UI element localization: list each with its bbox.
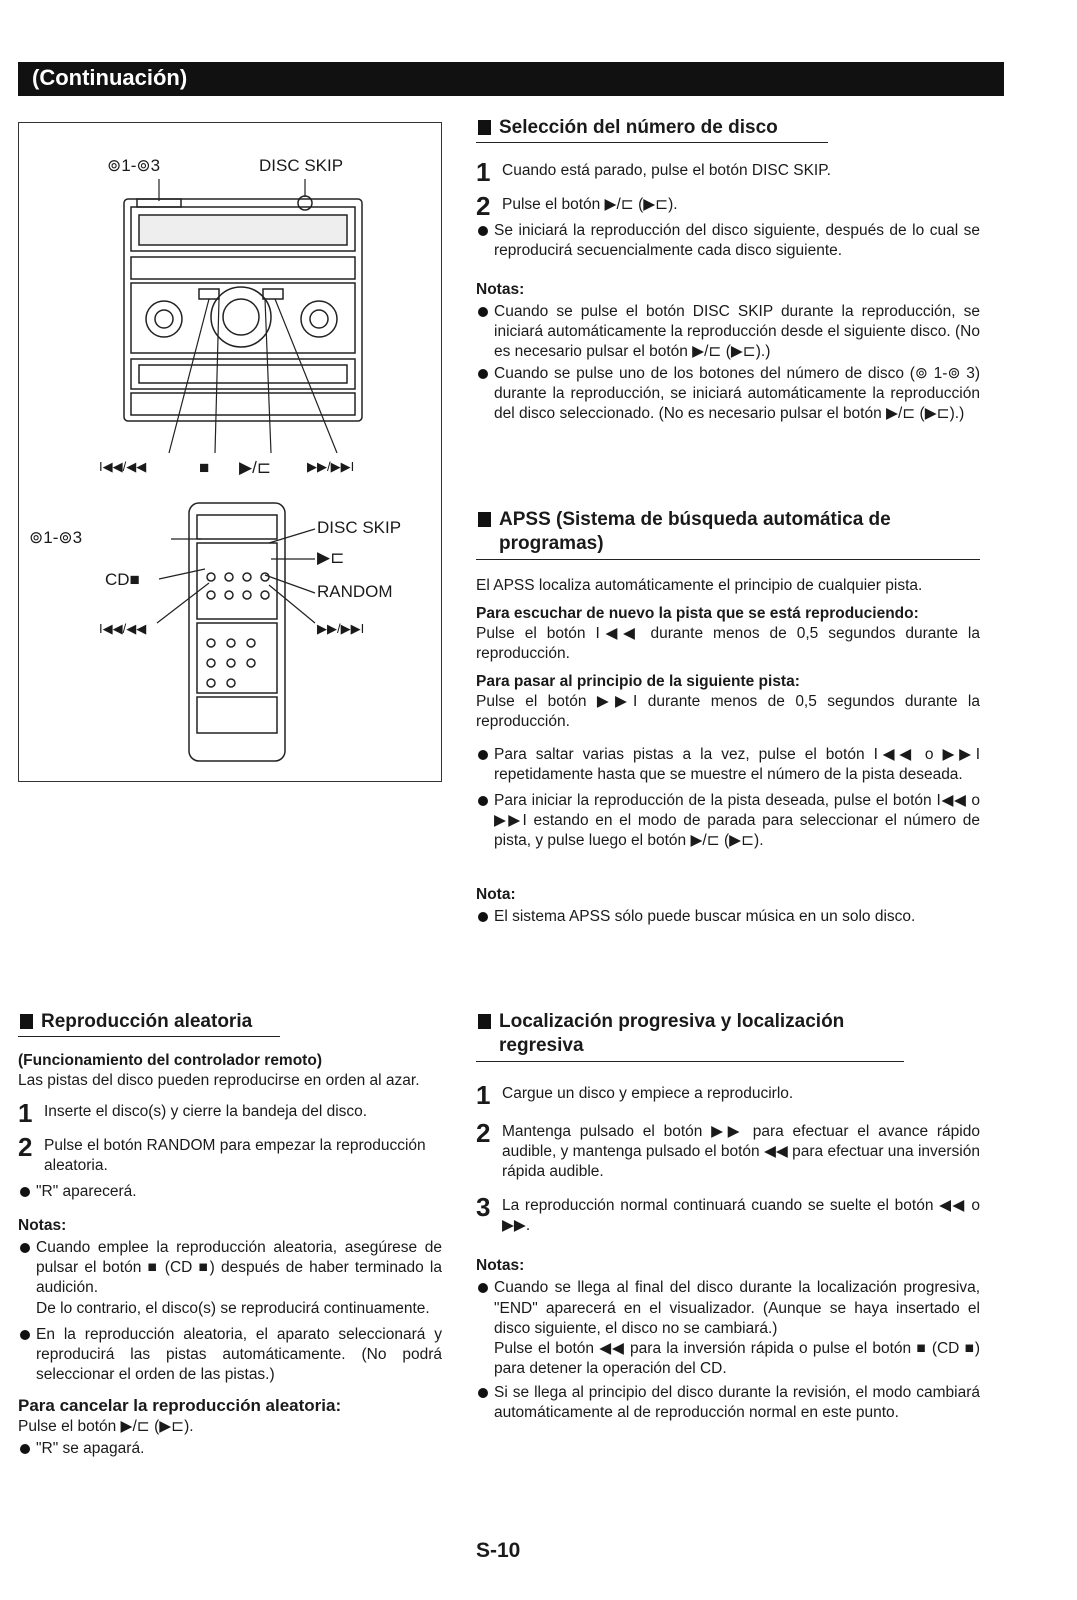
list-item: "R" aparecerá. xyxy=(18,1182,442,1202)
apss-paragraph: Pulse el botón I◀◀ durante menos de 0,5 segundos durante la reproducción. xyxy=(476,624,980,663)
fig-transport-label-2: ■ xyxy=(199,458,210,477)
note-extra: Pulse el botón ◀◀ para la inversión rápida o pulse el botón ■ (CD ■) para detener la operación del CD. xyxy=(494,1339,980,1378)
header-bar xyxy=(18,62,1004,94)
header-title: (Continuación) xyxy=(32,65,188,90)
list-item: Cuando se llega al final del disco durante la localización progresiva, "END" aparecerá en el visualizador. (Aunque se haya insertado el disco siguiente, el disco no se cambiará.) Pulse el botón ◀◀ para la inversión rápida o pulse el botón ■ (CD ■) para detener la operación del CD. xyxy=(476,1278,980,1379)
cancel-text: Pulse el botón ▶/⊏ (▶⊏). xyxy=(18,1418,194,1436)
square-bullet-icon xyxy=(478,120,491,135)
list-item: Para iniciar la reproducción de la pista deseada, pulse el botón I◀◀ o ▶▶I estando en el modo de parada para seleccionar el número de pista, y pulse luego el botón ▶/⊏ (▶⊏). xyxy=(476,791,980,851)
square-bullet-icon xyxy=(20,1014,33,1029)
aleatoria-subtitle: (Funcionamiento del controlador remoto) xyxy=(18,1052,322,1070)
section-title: Localización progresiva y localización regresiva xyxy=(476,1010,980,1059)
aleatoria-intro: Las pistas del disco pueden reproducirse en orden al azar. xyxy=(18,1072,420,1090)
fig-remote-cd-stop-label: CD■ xyxy=(105,570,140,589)
fig-transport-label-3: ▶/⊏ xyxy=(239,458,272,477)
section-aleatoria xyxy=(18,1010,442,1460)
apss-subheading: Para pasar al principio de la siguiente pista: xyxy=(476,673,800,691)
list-item: Si se llega al principio del disco durante la revisión, el modo cambiará automáticamente al de reproducción normal en este punto. xyxy=(476,1383,980,1423)
fig-disc-skip-label: DISC SKIP xyxy=(259,156,344,175)
step: 1 Inserte el disco(s) y cierre la bandeja del disco. xyxy=(18,1097,368,1128)
bullet-dot-icon xyxy=(478,1283,488,1293)
list-item: "R" se apagará. xyxy=(18,1439,442,1459)
square-bullet-icon xyxy=(478,1014,491,1029)
fig-remote-skip-fwd-label: ▶▶/▶▶I xyxy=(317,621,365,636)
step: 2 Pulse el botón ▶/⊏ (▶⊏). xyxy=(476,191,678,222)
apss-paragraph: Pulse el botón ▶▶I durante menos de 0,5 segundos durante la reproducción. xyxy=(476,693,980,731)
square-bullet-icon xyxy=(478,512,491,527)
fig-transport-label-4: ▶▶/▶▶I xyxy=(307,459,355,474)
list-item: El sistema APSS sólo puede buscar música en un solo disco. xyxy=(476,907,980,927)
list-item: Para saltar varias pistas a la vez, pulse el botón I◀◀ o ▶▶I repetidamente hasta que se muestre el número de la pista deseada. xyxy=(476,745,980,785)
step: 3 La reproducción normal continuará cuando se suelte el botón ◀◀ o ▶▶. xyxy=(476,1192,980,1235)
fig-remote-random-label: RANDOM xyxy=(317,582,393,601)
list-item: Cuando se pulse el botón DISC SKIP durante la reproducción, se iniciará automáticamente la reproducción desde el siguiente disco. (No es necesario pulsar el botón ▶/⊏ (▶⊏).) xyxy=(476,302,980,362)
bullet-dot-icon xyxy=(478,226,488,236)
bullet-dot-icon xyxy=(20,1187,30,1197)
fig-remote-play-label: ▶⊏ xyxy=(317,548,345,567)
list-item: Cuando emplee la reproducción aleatoria, asegúrese de pulsar el botón ■ (CD ■) después de haber terminado la audición. De lo contrario, el disco(s) se reproducirá continuamente. xyxy=(18,1238,442,1319)
cancel-heading: Para cancelar la reproducción aleatoria: xyxy=(18,1396,342,1416)
stereo-unit-illustration xyxy=(19,123,439,763)
apss-subheading: Para escuchar de nuevo la pista que se está reproduciendo: xyxy=(476,604,919,622)
bullet-dot-icon xyxy=(20,1243,30,1253)
notes-label: Notas: xyxy=(18,1217,67,1235)
step: 1 Cuando está parado, pulse el botón DISC SKIP. xyxy=(476,157,831,188)
list-item: Cuando se pulse uno de los botones del número de disco (⊚ 1-⊚ 3) durante la reproducción, se iniciará automáticamente la reproducción del disco seleccionado. (No es necesario pulsar el botón ▶/⊏ (▶⊏).) xyxy=(476,364,980,424)
section-title: Selección del número de disco xyxy=(476,116,980,140)
fig-disc-buttons-label: ⊚1-⊚3 xyxy=(107,156,161,175)
fig-remote-disc-buttons-label: ⊚1-⊚3 xyxy=(29,528,83,547)
apss-intro: El APSS localiza automáticamente el principio de cualquier pista. xyxy=(476,576,923,594)
title-underline xyxy=(476,559,980,560)
title-underline xyxy=(476,1061,904,1062)
bullet-dot-icon xyxy=(478,307,488,317)
step: 2 Pulse el botón RANDOM para empezar la reproducción aleatoria. xyxy=(18,1131,426,1174)
bullet-dot-icon xyxy=(478,1388,488,1398)
section-localizacion xyxy=(476,1010,980,1423)
bullet-dot-icon xyxy=(20,1330,30,1340)
bullet-dot-icon xyxy=(478,750,488,760)
section-apss xyxy=(476,508,980,928)
list-item: En la reproducción aleatoria, el aparato seleccionará y reproducirá las pistas automáticamente. (No podrá seleccionar el orden de las pistas.) xyxy=(18,1325,442,1385)
fig-transport-label-1: I◀◀/◀◀ xyxy=(99,459,147,474)
bullet-dot-icon xyxy=(478,912,488,922)
page-number: S-10 xyxy=(476,1539,521,1562)
note-label: Nota: xyxy=(476,886,516,904)
step: 2 Mantenga pulsado el botón ▶▶ para efectuar el avance rápido audible, y mantenga pulsado el botón ◀◀ para efectuar una inversión rápida audible. xyxy=(476,1117,980,1180)
list-item: Se iniciará la reproducción del disco siguiente, después de lo cual se reproducirá secuencialmente cada disco siguiente. xyxy=(476,221,980,261)
step: 1 Cargue un disco y empiece a reproducirlo. xyxy=(476,1079,794,1110)
bullet-dot-icon xyxy=(20,1444,30,1454)
bullet-dot-icon xyxy=(478,369,488,379)
section-seleccion-disco xyxy=(476,116,980,425)
title-underline xyxy=(476,142,828,143)
header-rule xyxy=(18,94,1004,96)
notes-label: Notas: xyxy=(476,1257,525,1275)
note-extra: De lo contrario, el disco(s) se reproducirá continuamente. xyxy=(36,1299,430,1317)
section-title: APSS (Sistema de búsqueda automática de programas) xyxy=(476,508,980,557)
title-underline xyxy=(18,1036,280,1037)
section-title: Reproducción aleatoria xyxy=(18,1010,442,1034)
figure-box xyxy=(18,122,442,782)
fig-remote-disc-skip-label: DISC SKIP xyxy=(317,518,402,537)
fig-remote-skip-back-label: I◀◀/◀◀ xyxy=(99,621,147,636)
bullet-dot-icon xyxy=(478,796,488,806)
notes-label: Notas: xyxy=(476,280,525,298)
